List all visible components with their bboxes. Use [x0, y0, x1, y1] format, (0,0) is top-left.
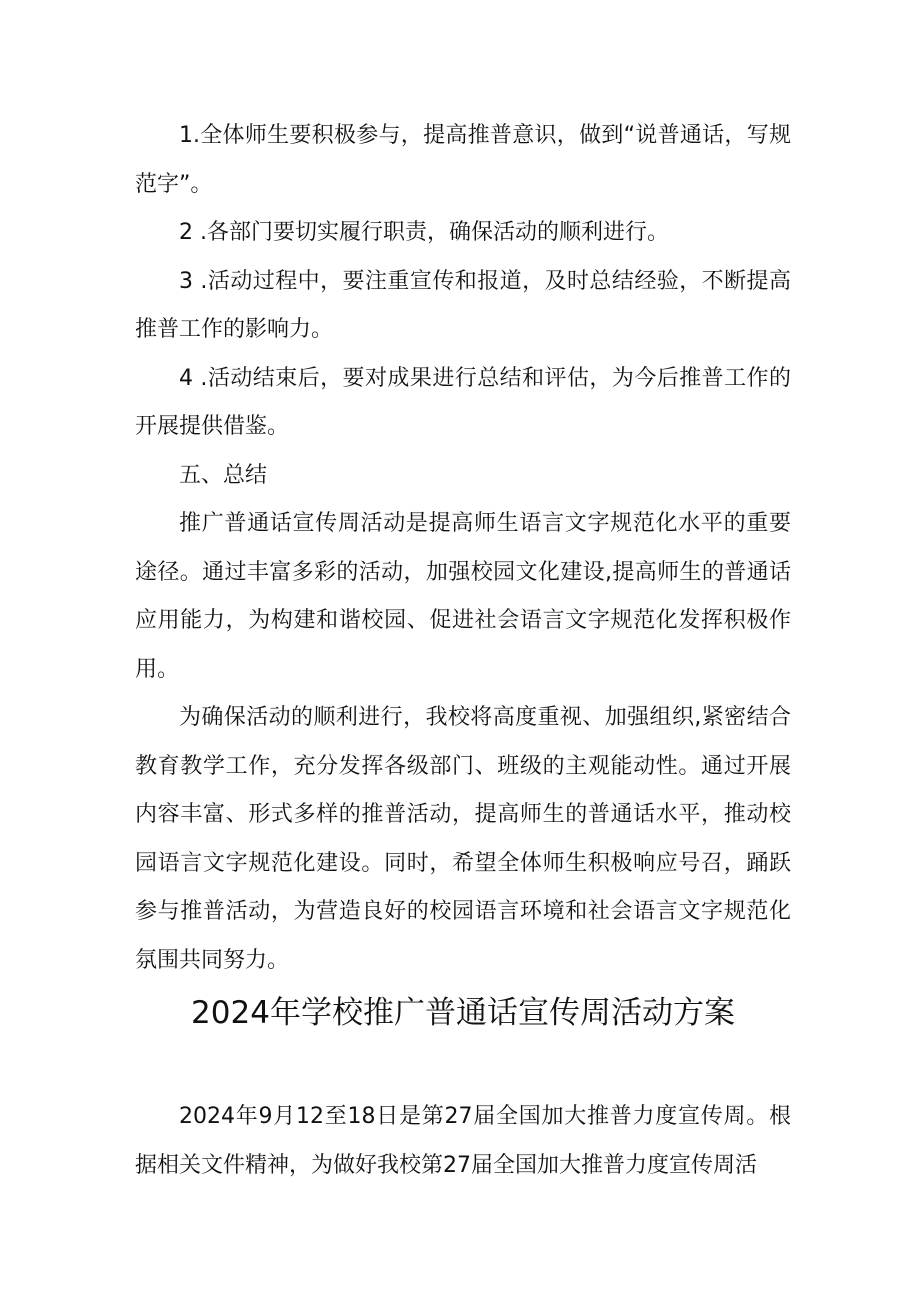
- summary-paragraph-1: 推广普通话宣传周活动是提高师生语言文字规范化水平的重要途径。通过丰富多彩的活动，加强校园文化建设,提高师生的普通话应用能力，为构建和谐校园、促进社会语言文字规范化发挥积极作用。: [135, 511, 791, 682]
- list-item-3: 3 .活动过程中，要注重宣传和报道，及时总结经验，不断提高推普工作的影响力。: [135, 268, 791, 342]
- section-heading-summary: 五、总结: [179, 462, 268, 488]
- list-item-1: 1.全体师生要积极参与，提高推普意识，做到“说普通话，写规范字”。: [135, 123, 791, 197]
- list-item-4: 4 .活动结束后，要对成果进行总结和评估，为今后推普工作的开展提供借鉴。: [135, 365, 791, 439]
- intro-paragraph: 2024年9月12至18日是第27届全国加大推普力度宣传周。根据相关文件精神，为做好我校第27届全国加大推普力度宣传周活: [135, 1104, 791, 1178]
- summary-paragraph-2: 为确保活动的顺利进行，我校将高度重视、加强组织,紧密结合教育教学工作，充分发挥各级部门、班级的主观能动性。通过开展内容丰富、形式多样的推普活动，提高师生的普通话水平，推动校园语言文字规范化建设。同时，希望全体师生积极响应号召，踊跃参与推普活动，为营造良好的校园语言环境和社会语言文字规范化氛围共同努力。: [135, 705, 791, 973]
- list-item-2: 2 .各部门要切实履行职责，确保活动的顺利进行。: [179, 220, 669, 245]
- document-title: 2024年学校推广普通话宣传周活动方案: [191, 995, 735, 1031]
- document-body: [135, 112, 791, 1190]
- title-spacer: [135, 1037, 791, 1093]
